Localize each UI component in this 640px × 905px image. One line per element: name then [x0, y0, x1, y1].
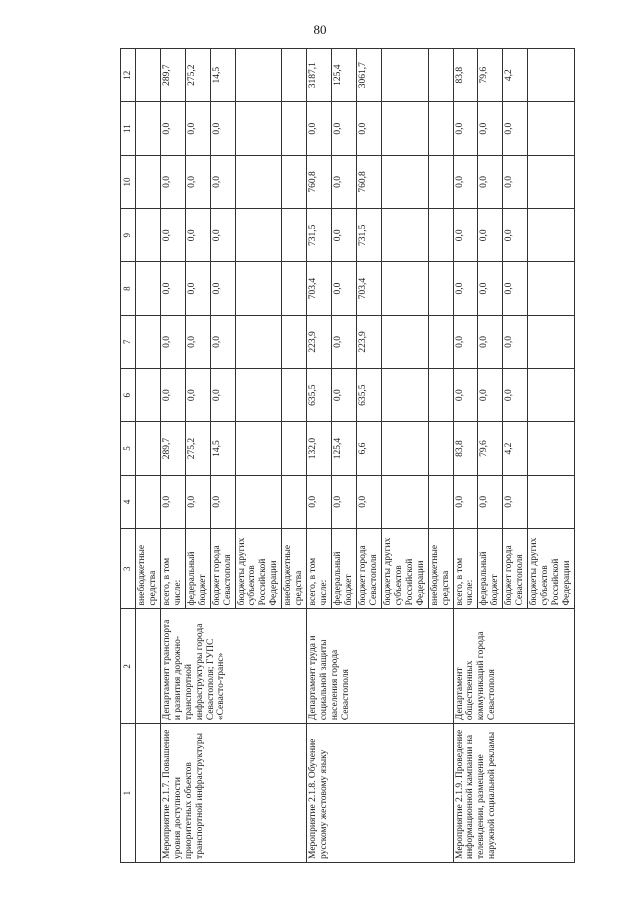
value-cell: 0,0	[478, 209, 503, 262]
funding-source: всего, в том числе:	[160, 528, 185, 608]
value-cell: 0,0	[453, 475, 478, 528]
value-cell: 0,0	[210, 155, 235, 208]
value-cell	[528, 102, 575, 155]
value-cell	[235, 422, 282, 475]
value-cell: 0,0	[210, 315, 235, 368]
value-cell: 79,6	[478, 422, 503, 475]
funding-source: внебюджетные средства	[282, 528, 307, 608]
value-cell	[282, 475, 307, 528]
value-cell: 0,0	[160, 209, 185, 262]
source-cell: внебюджетные средства	[136, 528, 161, 608]
header-cell: 11	[121, 102, 136, 155]
budget-table	[120, 48, 575, 863]
value-cell	[282, 315, 307, 368]
header-row	[121, 49, 136, 863]
header-cell: 3	[121, 528, 136, 608]
value-cell: 0,0	[210, 262, 235, 315]
value-cell: 0,0	[185, 262, 210, 315]
value-cell: 0,0	[160, 475, 185, 528]
funding-source: федеральный бюджет	[478, 528, 503, 608]
value-cell: 0,0	[160, 262, 185, 315]
measure-cell	[136, 724, 161, 863]
value-cell	[282, 369, 307, 422]
value-cell: 635,5	[307, 369, 332, 422]
header-cell: 2	[121, 609, 136, 724]
value-cell: 0,0	[332, 262, 357, 315]
value-cell: 635,5	[356, 369, 381, 422]
value-cell	[381, 262, 428, 315]
value-cell: 0,0	[503, 369, 528, 422]
value-cell	[428, 475, 453, 528]
value-cell: 14,5	[210, 49, 235, 102]
value-cell	[235, 369, 282, 422]
value-cell	[428, 102, 453, 155]
value-cell	[528, 155, 575, 208]
value-cell: 0,0	[478, 315, 503, 368]
value-cell	[282, 262, 307, 315]
value-cell	[282, 155, 307, 208]
header-cell: 7	[121, 315, 136, 368]
value-cell: 14,5	[210, 422, 235, 475]
measure-name: Мероприятие 2.1.9. Проведение информационной кампании на телевидении, размещение наружной социальной рекламы	[453, 724, 575, 863]
measure-executor: Департамент транспорта и развития дорожно-транспортной инфраструктуры города Севастополя; ГУПС «Севасто-транс»	[160, 609, 306, 724]
value-cell: 760,8	[356, 155, 381, 208]
funding-source: бюджет города Севастополя	[210, 528, 235, 608]
value-cell	[428, 155, 453, 208]
value-cell	[428, 315, 453, 368]
value-cell: 0,0	[160, 369, 185, 422]
value-cell: 0,0	[478, 369, 503, 422]
funding-source: бюджет города Севастополя	[356, 528, 381, 608]
value-cell	[381, 102, 428, 155]
value-cell: 0,0	[503, 102, 528, 155]
value-cell	[235, 262, 282, 315]
value-cell: 0,0	[307, 475, 332, 528]
value-cell: 0,0	[453, 155, 478, 208]
value-cell: 223,9	[356, 315, 381, 368]
funding-source: федеральный бюджет	[332, 528, 357, 608]
value-cell: 0,0	[356, 102, 381, 155]
rotated-table-area	[120, 48, 575, 863]
value-cell: 0,0	[503, 475, 528, 528]
value-cell	[235, 315, 282, 368]
value-cell: 3061,7	[356, 49, 381, 102]
value-cell: 0,0	[332, 209, 357, 262]
value-cell: 0,0	[185, 102, 210, 155]
value-cell	[428, 369, 453, 422]
value-cell: 132,0	[307, 422, 332, 475]
executor-cell	[136, 609, 161, 724]
value-cell: 289,7	[160, 49, 185, 102]
header-cell: 12	[121, 49, 136, 102]
value-cell	[528, 209, 575, 262]
value-cell: 275,2	[185, 422, 210, 475]
measure-executor: Департамент общественных коммуникаций города Севастополя	[453, 609, 575, 724]
value-cell	[282, 209, 307, 262]
value-cell: 275,2	[185, 49, 210, 102]
value-cell: 0,0	[185, 369, 210, 422]
value-cell: 79,6	[478, 49, 503, 102]
value-cell	[528, 369, 575, 422]
value-cell: 0,0	[332, 155, 357, 208]
measure-executor: Департамент труда и социальной защиты населения города Севастополя	[307, 609, 453, 724]
table-row	[136, 49, 161, 863]
value-cell: 0,0	[503, 315, 528, 368]
value-cell	[381, 315, 428, 368]
table-row	[307, 49, 332, 863]
value-cell	[381, 155, 428, 208]
value-cell: 0,0	[185, 475, 210, 528]
value-cell: 0,0	[160, 315, 185, 368]
value-cell: 223,9	[307, 315, 332, 368]
value-cell: 4,2	[503, 422, 528, 475]
funding-source: федеральный бюджет	[185, 528, 210, 608]
value-cell: 703,4	[307, 262, 332, 315]
header-cell: 10	[121, 155, 136, 208]
value-cell: 0,0	[185, 155, 210, 208]
funding-source: всего, в том числе:	[453, 528, 478, 608]
value-cell	[528, 315, 575, 368]
value-cell: 4,2	[503, 49, 528, 102]
value-cell: 731,5	[356, 209, 381, 262]
value-cell: 0,0	[332, 315, 357, 368]
funding-source: бюджеты других субъектов Российской Федерации	[381, 528, 428, 608]
value-cell: 0,0	[210, 369, 235, 422]
value-cell: 289,7	[160, 422, 185, 475]
value-cell: 0,0	[478, 262, 503, 315]
measure-name: Мероприятие 2.1.7. Повышение уровня доступности приоритетных объектов транспортной инфраструктуры	[160, 724, 306, 863]
value-cell: 0,0	[210, 209, 235, 262]
value-cell: 0,0	[160, 155, 185, 208]
funding-source: бюджеты других субъектов Российской Федерации	[528, 528, 575, 608]
funding-source: бюджеты других субъектов Российской Федерации	[235, 528, 282, 608]
value-cell: 125,4	[332, 422, 357, 475]
header-cell: 6	[121, 369, 136, 422]
value-cell: 0,0	[160, 102, 185, 155]
value-cell: 0,0	[307, 102, 332, 155]
value-cell	[428, 49, 453, 102]
value-cell: 0,0	[453, 102, 478, 155]
value-cell: 0,0	[503, 262, 528, 315]
value-cell: 0,0	[503, 209, 528, 262]
funding-source: внебюджетные средства	[428, 528, 453, 608]
value-cell: 0,0	[503, 155, 528, 208]
value-cell	[381, 49, 428, 102]
value-cell	[282, 422, 307, 475]
funding-source: бюджет города Севастополя	[503, 528, 528, 608]
value-cell: 3187,1	[307, 49, 332, 102]
measure-name: Мероприятие 2.1.8. Обучение русскому жестовому языку	[307, 724, 453, 863]
value-cell	[235, 475, 282, 528]
funding-source: всего, в том числе:	[307, 528, 332, 608]
page-number: 80	[313, 22, 327, 37]
value-cell	[528, 475, 575, 528]
value-cell: 0,0	[453, 369, 478, 422]
header-cell: 8	[121, 262, 136, 315]
value-cell	[528, 262, 575, 315]
value-cell	[235, 155, 282, 208]
value-cell: 6,6	[356, 422, 381, 475]
value-cell: 0,0	[185, 209, 210, 262]
value-cell	[381, 422, 428, 475]
value-cell: 0,0	[210, 475, 235, 528]
value-cell	[381, 369, 428, 422]
value-cell: 0,0	[478, 102, 503, 155]
value-cell: 0,0	[210, 102, 235, 155]
value-cell	[282, 49, 307, 102]
header-cell: 5	[121, 422, 136, 475]
value-cell	[528, 422, 575, 475]
value-cell: 0,0	[332, 369, 357, 422]
value-cell: 760,8	[307, 155, 332, 208]
value-cell	[428, 209, 453, 262]
header-cell: 1	[121, 724, 136, 863]
value-cell	[381, 475, 428, 528]
value-cell: 0,0	[478, 475, 503, 528]
value-cell	[235, 209, 282, 262]
value-cell: 125,4	[332, 49, 357, 102]
value-cell: 83,8	[453, 49, 478, 102]
value-cell: 83,8	[453, 422, 478, 475]
value-cell	[235, 102, 282, 155]
header-cell: 9	[121, 209, 136, 262]
value-cell: 0,0	[453, 209, 478, 262]
value-cell: 731,5	[307, 209, 332, 262]
value-cell: 0,0	[453, 315, 478, 368]
value-cell: 0,0	[332, 475, 357, 528]
value-cell: 0,0	[356, 475, 381, 528]
value-cell: 0,0	[478, 155, 503, 208]
table-row	[453, 49, 478, 863]
value-cell	[428, 262, 453, 315]
value-cell	[282, 102, 307, 155]
value-cell: 0,0	[185, 315, 210, 368]
value-cell	[528, 49, 575, 102]
header-cell: 4	[121, 475, 136, 528]
value-cell: 703,4	[356, 262, 381, 315]
table-row	[160, 49, 185, 863]
value-cell: 0,0	[453, 262, 478, 315]
value-cell	[428, 422, 453, 475]
value-cell	[235, 49, 282, 102]
value-cell	[381, 209, 428, 262]
value-cell: 0,0	[332, 102, 357, 155]
